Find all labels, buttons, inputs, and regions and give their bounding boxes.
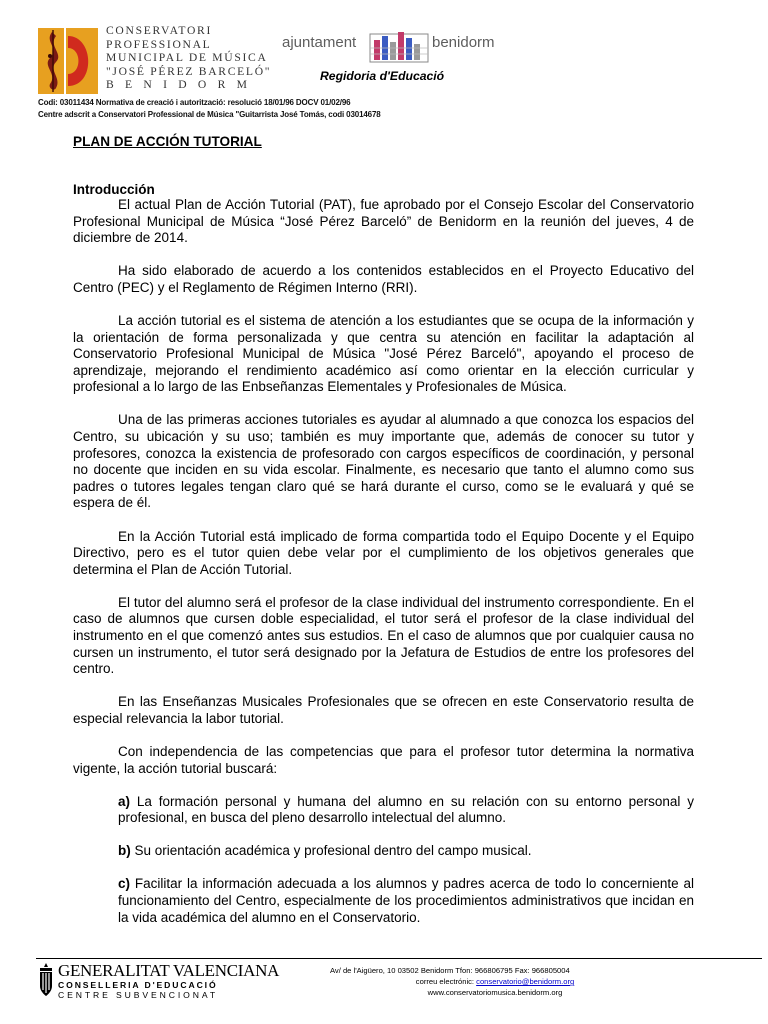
paragraph: Ha sido elaborado de acuerdo a los contenidos establecidos en el Proyecto Educativo del Centro (PEC) y el Reglamento de Régimen Interno (RRI). xyxy=(73,263,694,295)
list-item-text: La formación personal y humana del alumno en su relación con su entorno personal y profesional, en busca del pleno desarrollo intelectual del alumno. xyxy=(118,793,694,826)
list-item-key: c) xyxy=(118,876,131,892)
paragraph: La acción tutorial es el sistema de atención a los estudiantes que se ocupa de la información y la orientación de forma personalizada y que centra su atención en facilitar la adaptación al Conservatorio Profesional Municipal de Música "José Pérez Barceló", apoyando el proceso de aprendizaje, mejorando el rendimiento académico así como orientar en la elección curricular y profesional a lo largo de las Enbseñanzas Elementales y Profesionales de Música. xyxy=(73,312,694,395)
building-icon xyxy=(368,28,430,64)
paragraph: Con independencia de las competencias que para el profesor tutor determina la normativa vigente, la acción tutorial buscará: xyxy=(73,743,694,776)
footer-divider xyxy=(36,958,762,959)
codi-line: Centre adscrit a Conservatori Professional de Música "Guitarrista José Tomás, codi 03014678 xyxy=(38,110,381,119)
paragraph: El tutor del alumno será el profesor de la clase individual del instrumento correspondiente. En el caso de alumnos que cursen doble especialidad, el tutor será el profesor de la clase individual del instrumento en el que comenzó antes sus estudios. En el caso de alumnos que por cualquier causa no cursen un instrumento, el tutor será designado por la Jefatura de Estudios de entre los profesores del centro. xyxy=(73,594,694,677)
list-item-key: a) xyxy=(118,793,131,809)
email-line xyxy=(330,976,660,987)
email-label: correu electrónic: xyxy=(415,977,477,986)
paragraph: En la Acción Tutorial está implicado de forma compartida todo el Equipo Docente y el Equipo Directivo, pero es el tutor quien debe velar por el cumplimiento de los objetivos generales que determina el Plan de Acción Tutorial. xyxy=(73,528,694,577)
regidoria-label: Regidoria d'Educació xyxy=(320,69,445,83)
list-item xyxy=(118,794,694,827)
conservatori-logo-icon xyxy=(36,26,100,96)
website-link[interactable]: www.conservatoriomusica.benidorm.org xyxy=(427,988,563,997)
list-item-text: Facilitar la información adecuada a los alumnos y padres acerca de todo lo concerniente al funcionamiento del Centro, especialmente de los procedimientos administrativos que incidan en la vida académica del alumno en el Conservatorio. xyxy=(118,876,694,925)
conservatori-line: "JOSÉ PÉREZ BARCELÓ" xyxy=(106,64,272,78)
conservatori-line: CONSERVATORI xyxy=(106,24,213,37)
paragraph: En las Enseñanzas Musicales Profesionales que se ofrecen en este Conservatorio resulta de especial relevancia la labor tutorial. xyxy=(73,694,694,726)
ajuntament-logo xyxy=(282,28,504,68)
codi-line: Codi: 03011434 Normativa de creació i autorització: resolució 18/01/96 DOCV 01/02/96 xyxy=(38,98,351,107)
letterhead xyxy=(0,0,768,125)
document-title: PLAN DE ACCIÓN TUTORIAL xyxy=(73,134,262,149)
email-link[interactable]: conservatorio@benidorm.org xyxy=(476,977,575,986)
generalitat-logo xyxy=(38,961,280,1002)
conservatori-name xyxy=(106,24,271,92)
paragraph: El actual Plan de Acción Tutorial (PAT), fue aprobado por el Consejo Escolar del Conservatorio Profesional Municipal de Música “José Pérez Barceló” de Benidorm en la reunión del jueves, 4 de diciembre de 2014. xyxy=(73,197,694,246)
postal-address: Av/ de l'Aigüero, 10 03502 Benidorm Tfon: 966806795 Fax: 966805004 xyxy=(330,966,570,975)
conselleria-name: CONSELLERIA D'EDUCACIÓ xyxy=(58,980,218,990)
generalitat-crest-icon xyxy=(38,962,54,998)
conservatori-line: MUNICIPAL DE MÚSICA xyxy=(106,51,268,65)
list-item xyxy=(118,843,694,860)
list-item-text: Su orientación académica y profesional dentro del campo musical. xyxy=(134,843,532,859)
contact-info xyxy=(330,965,660,998)
document-body xyxy=(73,133,694,943)
section-heading: Introducción xyxy=(73,182,155,197)
benidorm-label: benidorm xyxy=(432,34,495,51)
conservatori-line: B E N I D O R M xyxy=(106,78,252,92)
centre-subvencionat: CENTRE SUBVENCIONAT xyxy=(58,990,218,1000)
paragraph: Una de las primeras acciones tutoriales es ayudar al alumnado a que conozca los espacios del Centro, su ubicación y su uso; también es muy importante que, además de conocer su tutor y profesores, conozca la existencia de profesorado con cargos específicos de coordinación, y personal no docente que inciden en su vida escolar. Finalmente, es necesario que tanto el alumno como sus padres o tutores legales tengan claro qué se hará durante el curso, como se le evaluará y qué se espera de él. xyxy=(73,412,694,511)
ajuntament-label: ajuntament xyxy=(282,34,357,51)
list-item-key: b) xyxy=(118,843,131,859)
conservatori-line: PROFESSIONAL xyxy=(106,37,212,51)
centre-codes xyxy=(38,97,381,121)
list-item xyxy=(118,876,694,926)
generalitat-name: GENERALITAT VALENCIANA xyxy=(58,961,280,980)
